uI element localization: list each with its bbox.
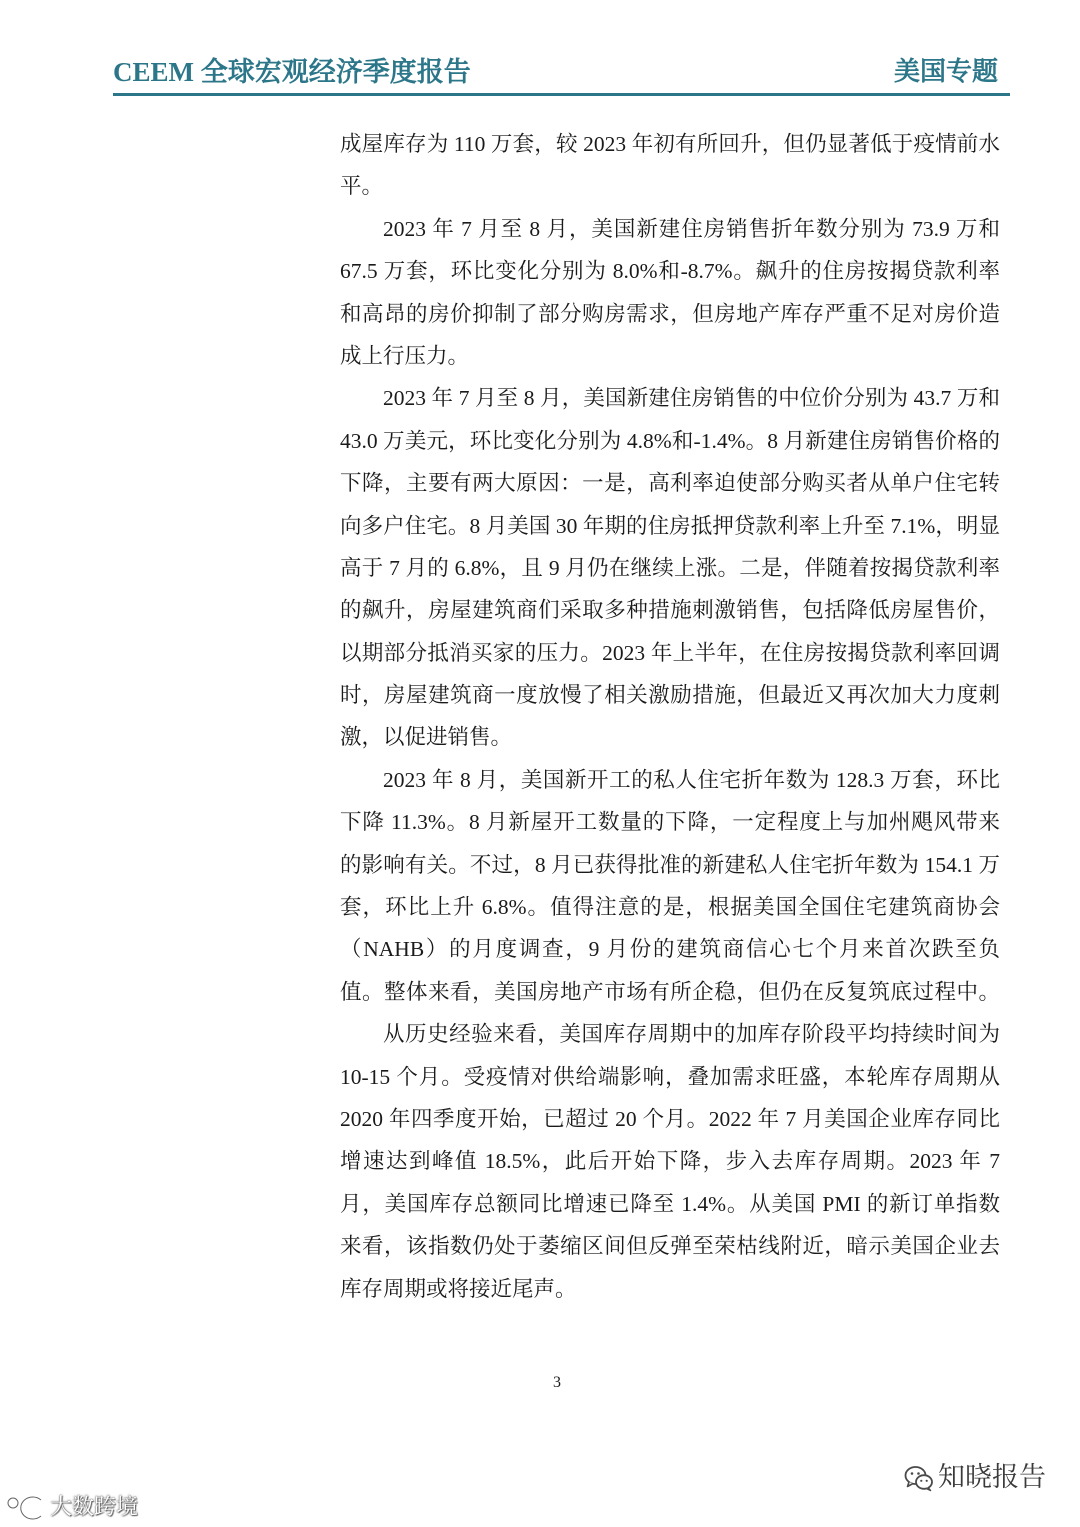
- text-line: 向多户住宅。8 月美国 30 年期的住房抵押贷款利率上升至 7.1%，明显: [340, 513, 1000, 538]
- text-line: 高于 7 月的 6.8%，且 9 月仍在继续上涨。二是，伴随着按揭贷款利率: [340, 555, 1000, 580]
- text-line: 下降 11.3%。8 月新屋开工数量的下降，一定程度上与加州飓风带来: [340, 810, 1000, 835]
- paragraph: [340, 1013, 1000, 1310]
- text-line: 的影响有关。不过，8 月已获得批准的新建私人住宅折年数为 154.1 万: [340, 852, 1000, 877]
- paragraph: [340, 208, 1000, 378]
- text-line: 下降，主要有两大原因：一是，高利率迫使部分购买者从单户住宅转: [340, 471, 1000, 496]
- text-line: 2023 年 7 月至 8 月，美国新建住房销售折年数分别为 73.9 万和: [383, 216, 1000, 241]
- watermark-right: 知晓报告: [938, 1462, 1046, 1493]
- text-line: 成屋库存为 110 万套，较 2023 年初有所回升，但仍显著低于疫情前水: [340, 132, 1000, 156]
- text-line: 库存周期或将接近尾声。: [340, 1276, 577, 1301]
- body-text: [340, 123, 1000, 1310]
- text-line: （NAHB）的月度调查，9 月份的建筑商信心七个月来首次跌至负: [340, 937, 1000, 962]
- paragraph: [340, 759, 1000, 1013]
- brand-logo-icon: [5, 1494, 47, 1522]
- text-line: 2023 年 7 月至 8 月，美国新建住房销售的中位价分别为 43.7 万和: [383, 386, 1000, 411]
- text-line: 套，环比上升 6.8%。值得注意的是，根据美国全国住宅建筑商协会: [340, 895, 1000, 920]
- text-line: 来看，该指数仍处于萎缩区间但反弹至荣枯线附近，暗示美国企业去: [340, 1234, 1000, 1259]
- text-line: 月，美国库存总额同比增速已降至 1.4%。从美国 PMI 的新订单指数: [340, 1191, 1000, 1216]
- text-line: 67.5 万套，环比变化分别为 8.0%和-8.7%。飙升的住房按揭贷款利率: [340, 259, 1000, 284]
- text-line: 增速达到峰值 18.5%，此后开始下降，步入去库存周期。2023 年 7: [340, 1149, 1000, 1174]
- text-line: 成上行压力。: [340, 343, 470, 368]
- text-line: 10-15 个月。受疫情对供给端影响，叠加需求旺盛，本轮库存周期从: [340, 1064, 1000, 1089]
- watermark-left: 大数跨境: [50, 1495, 139, 1520]
- text-line: 和高昂的房价抑制了部分购房需求，但房地产库存严重不足对房价造: [340, 301, 1000, 326]
- text-line: 43.0 万美元，环比变化分别为 4.8%和-1.4%。8 月新建住房销售价格的: [340, 428, 1000, 453]
- text-line: 的飙升，房屋建筑商们采取多种措施刺激销售，包括降低房屋售价，: [340, 598, 1000, 623]
- text-line: 值。整体来看，美国房地产市场有所企稳，但仍在反复筑底过程中。: [340, 979, 1000, 1004]
- text-line: 2023 年 8 月，美国新开工的私人住宅折年数为 128.3 万套，环比: [383, 767, 1000, 792]
- report-title: CEEM 全球宏观经济季度报告: [113, 57, 471, 87]
- header-rule: [113, 93, 1010, 96]
- text-line: 以期部分抵消买家的压力。2023 年上半年，在住房按揭贷款利率回调: [340, 640, 1000, 665]
- paragraph: [340, 377, 1000, 759]
- text-line: 从历史经验来看，美国库存周期中的加库存阶段平均持续时间为: [383, 1022, 1000, 1047]
- wechat-icon: [904, 1465, 934, 1492]
- section-title: 美国专题: [893, 57, 998, 86]
- text-line: 激，以促进销售。: [340, 725, 513, 750]
- paragraph: [340, 123, 1000, 208]
- text-line: 平。: [340, 174, 384, 199]
- text-line: 2020 年四季度开始，已超过 20 个月。2022 年 7 月美国企业库存同比: [340, 1106, 1000, 1131]
- page-number: 3: [553, 1374, 561, 1391]
- text-line: 时，房屋建筑商一度放慢了相关激励措施，但最近又再次加大力度刺: [340, 683, 1000, 708]
